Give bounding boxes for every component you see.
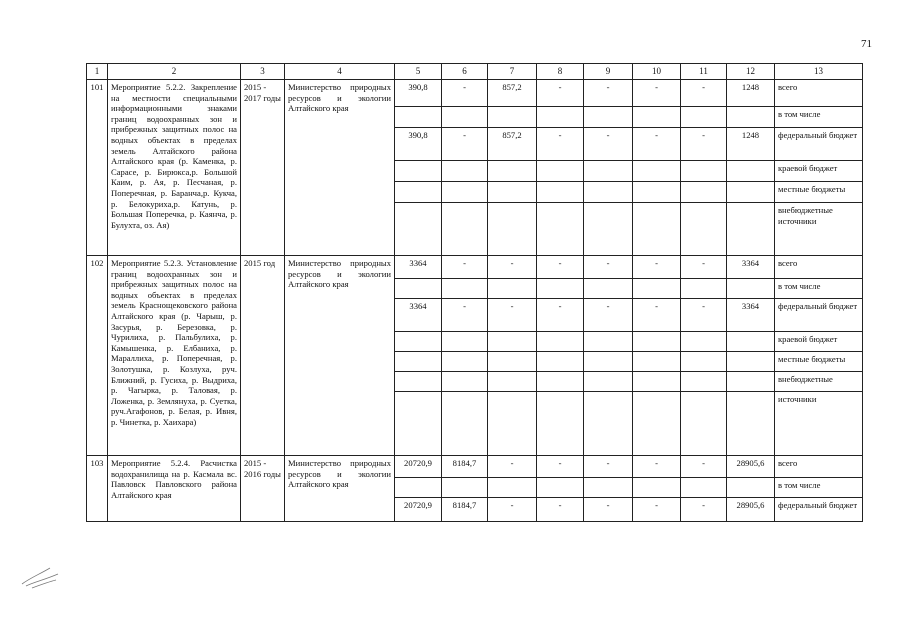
amount-cell: - <box>488 299 537 332</box>
amount-cell <box>681 478 727 498</box>
amount-cell <box>395 478 442 498</box>
executor: Министерство природных ресурсов и экологии Алтайского края <box>285 80 395 256</box>
amount-cell: - <box>584 498 633 522</box>
amount-cell <box>681 332 727 352</box>
amount-cell <box>584 279 633 299</box>
amount-cell <box>488 332 537 352</box>
funding-source-label: краевой бюджет <box>775 332 863 352</box>
amount-cell <box>727 392 775 456</box>
amount-cell <box>681 182 727 203</box>
amount-cell <box>442 352 488 372</box>
amount-cell: 28905,6 <box>727 456 775 478</box>
amount-cell: 3364 <box>727 256 775 279</box>
amount-cell: 1248 <box>727 80 775 107</box>
amount-cell: - <box>584 456 633 478</box>
funding-source-label: всего <box>775 80 863 107</box>
amount-cell: - <box>488 256 537 279</box>
budget-table <box>86 63 863 522</box>
amount-cell <box>442 161 488 182</box>
amount-cell <box>537 372 584 392</box>
amount-cell <box>537 392 584 456</box>
amount-cell <box>727 279 775 299</box>
amount-cell: 857,2 <box>488 80 537 107</box>
amount-cell <box>395 279 442 299</box>
col-header: 7 <box>488 64 537 80</box>
amount-cell: 28905,6 <box>727 498 775 522</box>
amount-cell <box>395 332 442 352</box>
funding-source-label: всего <box>775 456 863 478</box>
amount-cell <box>442 182 488 203</box>
amount-cell <box>442 203 488 256</box>
amount-cell: - <box>537 128 584 161</box>
amount-cell <box>633 182 681 203</box>
amount-cell <box>537 279 584 299</box>
amount-cell <box>584 478 633 498</box>
amount-cell: 3364 <box>727 299 775 332</box>
col-header: 3 <box>241 64 285 80</box>
amount-cell: - <box>681 498 727 522</box>
amount-cell: - <box>681 299 727 332</box>
row-number: 101 <box>87 80 108 256</box>
amount-cell <box>488 352 537 372</box>
amount-cell <box>727 352 775 372</box>
amount-cell <box>395 107 442 128</box>
amount-cell <box>681 352 727 372</box>
activity-description: Мероприятие 5.2.3. Установление границ водоохранных зон и прибрежных защитных полос на водных объектах в пределах земель Краснощековского района Алтайского края (р. Чарыш, р. Засурья, р. Березовка, р. Чурилиха, р. Пальбулиха, р. Камышенка, р. Елбаниха, р. Мараллиха, р. Поперечная, р. Золотушка, р. Козлуха, руч. Ближний, р. Гусиха, р. Выдриха, р. Чагырка, р. Таловая, р. Ложенка, р. Землянуха, р. Суетка, руч.Агафонов, р. Белая, р. Ивня, р. Чинетка, р. Хаихара) <box>108 256 241 456</box>
funding-source-label: источники <box>775 392 863 456</box>
amount-cell <box>584 392 633 456</box>
amount-cell <box>727 203 775 256</box>
page-number: 71 <box>861 38 872 50</box>
amount-cell <box>537 182 584 203</box>
amount-cell: - <box>681 128 727 161</box>
amount-cell <box>537 352 584 372</box>
header-row <box>87 64 863 80</box>
amount-cell <box>584 332 633 352</box>
col-header: 4 <box>285 64 395 80</box>
executor: Министерство природных ресурсов и экологии Алтайского края <box>285 456 395 522</box>
amount-cell: - <box>537 256 584 279</box>
pen-mark-icon <box>18 560 64 590</box>
amount-cell <box>395 161 442 182</box>
funding-source-label: внебюджетные источники <box>775 203 863 256</box>
amount-cell <box>488 392 537 456</box>
col-header: 8 <box>537 64 584 80</box>
amount-cell <box>488 478 537 498</box>
amount-cell <box>488 372 537 392</box>
col-header: 12 <box>727 64 775 80</box>
row-number: 102 <box>87 256 108 456</box>
col-header: 13 <box>775 64 863 80</box>
amount-cell <box>442 279 488 299</box>
amount-cell: - <box>633 456 681 478</box>
amount-cell: - <box>633 256 681 279</box>
amount-cell <box>584 182 633 203</box>
amount-cell: - <box>681 80 727 107</box>
amount-cell: - <box>633 498 681 522</box>
amount-cell <box>584 372 633 392</box>
amount-cell <box>681 372 727 392</box>
amount-cell: - <box>633 128 681 161</box>
activity-description: Мероприятие 5.2.2. Закрепление на местности специальными информационными знаками границ водоохранных зон и прибрежных защитных полос на водных объектах в пределах земель Алтайского района Алтайского края (р. Каменка, р. Сарасе, р. Бирюкса,р. Большой Каим, р. Ая, р. Песчаная, р. Поперечная, р. Баранча,р. Кукча, р. Белокуриха,р. Катунь, р. Большая Поперечка, р. Каянча, р. Булухта, оз. Ая) <box>108 80 241 256</box>
amount-cell <box>537 203 584 256</box>
activity-description: Мероприятие 5.2.4. Расчистка водохранилища на р. Касмала вс. Павловск Павловского района Алтайского края <box>108 456 241 522</box>
amount-cell: 857,2 <box>488 128 537 161</box>
amount-cell: 20720,9 <box>395 498 442 522</box>
amount-cell: 8184,7 <box>442 456 488 478</box>
amount-cell <box>395 372 442 392</box>
amount-cell <box>633 107 681 128</box>
amount-cell <box>442 332 488 352</box>
amount-cell: 3364 <box>395 256 442 279</box>
period: 2015 - 2016 годы <box>241 456 285 522</box>
col-header: 11 <box>681 64 727 80</box>
amount-cell <box>395 392 442 456</box>
amount-cell <box>681 107 727 128</box>
table-row <box>87 456 863 478</box>
amount-cell: 3364 <box>395 299 442 332</box>
funding-source-label: всего <box>775 256 863 279</box>
amount-cell: - <box>488 498 537 522</box>
amount-cell: - <box>633 80 681 107</box>
amount-cell: - <box>537 498 584 522</box>
col-header: 9 <box>584 64 633 80</box>
amount-cell <box>584 203 633 256</box>
funding-source-label: федеральный бюджет <box>775 498 863 522</box>
amount-cell <box>442 107 488 128</box>
amount-cell <box>584 107 633 128</box>
amount-cell: - <box>633 299 681 332</box>
amount-cell <box>395 182 442 203</box>
amount-cell: - <box>442 299 488 332</box>
amount-cell <box>537 107 584 128</box>
amount-cell <box>681 161 727 182</box>
funding-source-label: краевой бюджет <box>775 161 863 182</box>
amount-cell <box>442 478 488 498</box>
amount-cell <box>727 478 775 498</box>
amount-cell: - <box>442 80 488 107</box>
amount-cell <box>633 332 681 352</box>
amount-cell <box>488 161 537 182</box>
table-row <box>87 256 863 279</box>
amount-cell <box>633 279 681 299</box>
amount-cell <box>584 352 633 372</box>
amount-cell <box>442 372 488 392</box>
amount-cell <box>727 372 775 392</box>
col-header: 10 <box>633 64 681 80</box>
amount-cell: 390,8 <box>395 128 442 161</box>
amount-cell: - <box>584 256 633 279</box>
funding-source-label: в том числе <box>775 107 863 128</box>
amount-cell: - <box>584 299 633 332</box>
funding-source-label: федеральный бюджет <box>775 299 863 332</box>
amount-cell: 1248 <box>727 128 775 161</box>
col-header: 6 <box>442 64 488 80</box>
amount-cell <box>537 478 584 498</box>
amount-cell <box>727 107 775 128</box>
amount-cell <box>488 107 537 128</box>
amount-cell: - <box>537 456 584 478</box>
funding-source-label: местные бюджеты <box>775 352 863 372</box>
funding-source-label: федеральный бюджет <box>775 128 863 161</box>
amount-cell: - <box>681 256 727 279</box>
col-header: 5 <box>395 64 442 80</box>
amount-cell: 390,8 <box>395 80 442 107</box>
amount-cell <box>442 392 488 456</box>
amount-cell: 8184,7 <box>442 498 488 522</box>
amount-cell: - <box>442 256 488 279</box>
table-row <box>87 80 863 107</box>
row-number: 103 <box>87 456 108 522</box>
executor: Министерство природных ресурсов и экологии Алтайского края <box>285 256 395 456</box>
amount-cell <box>537 161 584 182</box>
funding-source-label: в том числе <box>775 279 863 299</box>
period: 2015 год <box>241 256 285 456</box>
funding-source-label: местные бюджеты <box>775 182 863 203</box>
amount-cell <box>633 478 681 498</box>
amount-cell <box>727 161 775 182</box>
amount-cell <box>633 352 681 372</box>
amount-cell <box>488 182 537 203</box>
col-header: 2 <box>108 64 241 80</box>
amount-cell <box>633 372 681 392</box>
amount-cell: - <box>442 128 488 161</box>
amount-cell <box>727 182 775 203</box>
funding-source-label: внебюджетные <box>775 372 863 392</box>
amount-cell: - <box>681 456 727 478</box>
amount-cell <box>633 392 681 456</box>
amount-cell <box>537 332 584 352</box>
amount-cell: 20720,9 <box>395 456 442 478</box>
amount-cell <box>488 279 537 299</box>
amount-cell <box>395 352 442 372</box>
amount-cell <box>633 203 681 256</box>
amount-cell <box>681 203 727 256</box>
amount-cell <box>633 161 681 182</box>
amount-cell <box>395 203 442 256</box>
amount-cell <box>727 332 775 352</box>
period: 2015 - 2017 годы <box>241 80 285 256</box>
amount-cell <box>681 392 727 456</box>
amount-cell <box>681 279 727 299</box>
amount-cell: - <box>488 456 537 478</box>
funding-source-label: в том числе <box>775 478 863 498</box>
amount-cell <box>488 203 537 256</box>
amount-cell: - <box>584 128 633 161</box>
amount-cell: - <box>537 80 584 107</box>
amount-cell <box>584 161 633 182</box>
col-header: 1 <box>87 64 108 80</box>
amount-cell: - <box>537 299 584 332</box>
amount-cell: - <box>584 80 633 107</box>
